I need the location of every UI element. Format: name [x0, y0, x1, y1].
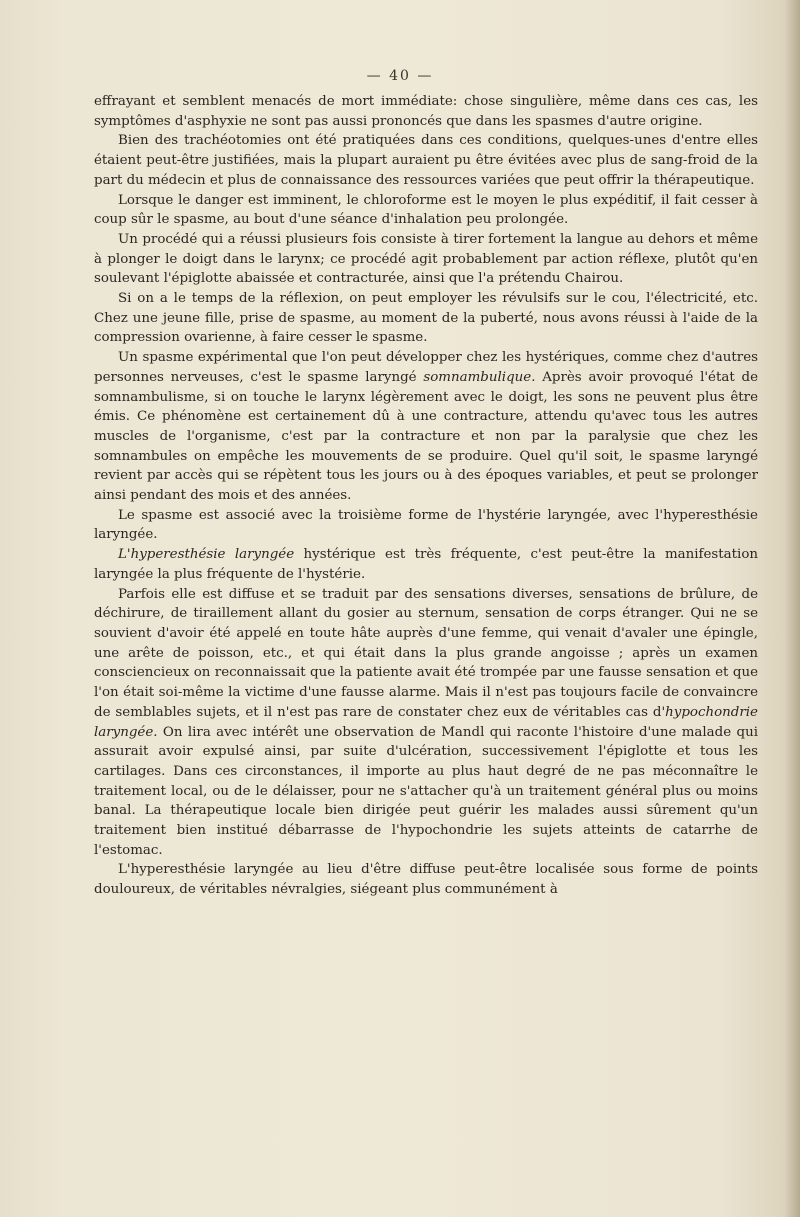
page-number: — 40 — [366, 68, 434, 84]
paragraph [94, 348, 758, 506]
text-run: On lira avec intérêt une observation de Mandl qui raconte l'histoire d'une malade qui assurait avoir expulsé ainsi, par suite d'ulcération, successivement l'épiglotte et tous les cartilages. Dans ces circonstances, il importe au plus haut degré de ne pas méconnaître le traitement local, ou de le délaisser, pour ne s'attacher qu'à un traitement général plus ou moins banal. La thérapeutique locale bien dirigée peut guérir les malades aussi sûrement qu'un traitement bien institué débarrasse de l'hypochondrie les sujets atteints de catarrhe de l'estomac. [94, 724, 758, 858]
text-run: Un spasme expérimental que l'on peut développer chez les hystériques, comme chez d'autres personnes nerveuses, c'est le spasme laryngé [94, 350, 758, 385]
paragraph: Si on a le temps de la réflexion, on peut employer les révulsifs sur le cou, l'électricité, etc. Chez une jeune fille, prise de spasme, au moment de la puberté, nous avons réussi à l'aide de la compression ovarienne, à faire cesser le spasme. [94, 291, 758, 346]
body-text [94, 92, 758, 900]
text-run: Parfois elle est diffuse et se traduit par des sensations diverses, sensations de brûlure, de déchirure, de tiraillement allant du gosier au sternum, sensation de corps étranger. Qui ne se souvient d'avoir été appelé en toute hâte auprès d'une femme, qui venait d'avaler une épingle, une arête de poisson, etc., et qui était dans la plus grande angoisse ; après un examen consciencieux on reconnaissait que la patiente avait été trompée par une fausse sensation et que l'on était soi-même la victime d'une fausse alarme. Mais il n'est pas toujours facile de convaincre de semblables sujets, et il n'est pas rare de constater chez eux de véritables cas d' [94, 586, 758, 720]
paragraph: Le spasme est associé avec la troisième forme de l'hystérie laryngée, avec l'hyperesthésie laryngée. [94, 507, 758, 543]
text-run: hystérique est très fréquente, c'est peut-être la manifestation laryngée la plus fréquente de l'hystérie. [94, 547, 759, 582]
paragraph [94, 585, 758, 861]
paragraph: Bien des trachéotomies ont été pratiquées dans ces conditions, quelques-unes d'entre elles étaient peut-être justifiées, mais la plupart auraient pu être évitées avec plus de sang-froid de la part du médecin et plus de connaissance des ressources variées que peut offrir la thérapeutique. [94, 133, 758, 188]
italic-term: somnambulique. [423, 369, 536, 385]
paragraph-continued: effrayant et semblent menacés de mort immédiate: chose singulière, même dans ces cas, les symptômes d'asphyxie ne sont pas aussi prononcés que dans les spasmes d'autre origine. [94, 94, 758, 129]
paragraph: L'hyperesthésie laryngée au lieu d'être diffuse peut-être localisée sous forme de points douloureux, de véritables névralgies, siégeant plus communément à [94, 862, 758, 898]
text-run: Après avoir provoqué l'état de somnambulisme, si on touche le larynx légèrement avec le doigt, les sons ne peuvent plus être émis. Ce phénomène est certainement dû à une contracture, attendu qu'avec tous les autres muscles de l'organisme, c'est par la contracture et non par la paralysie que chez les somnambules on empêche les mouvements de se produire. Quel qu'il soit, le spasme laryngé revient par accès qui se répètent tous les jours ou à des époques variables, et peut se prolonger ainsi pendant des mois et des années. [94, 369, 758, 504]
paragraph [94, 545, 758, 584]
italic-term: L'hyperesthésie laryngée [118, 547, 295, 563]
paragraph: Un procédé qui a réussi plusieurs fois consiste à tirer fortement la langue au dehors et même à plonger le doigt dans le larynx; ce procédé agit probablement par action réflexe, plutôt qu'en soulevant l'épiglotte abaissée et contracturée, ainsi que l'a prétendu Chairou. [94, 231, 758, 287]
page-edge-shadow [784, 0, 800, 1217]
paragraph: Lorsque le danger est imminent, le chloroforme est le moyen le plus expéditif, il fait cesser à coup sûr le spasme, au bout d'une séance d'inhalation peu prolongée. [94, 192, 758, 228]
italic-term: hypochondrie laryngée. [94, 704, 758, 740]
